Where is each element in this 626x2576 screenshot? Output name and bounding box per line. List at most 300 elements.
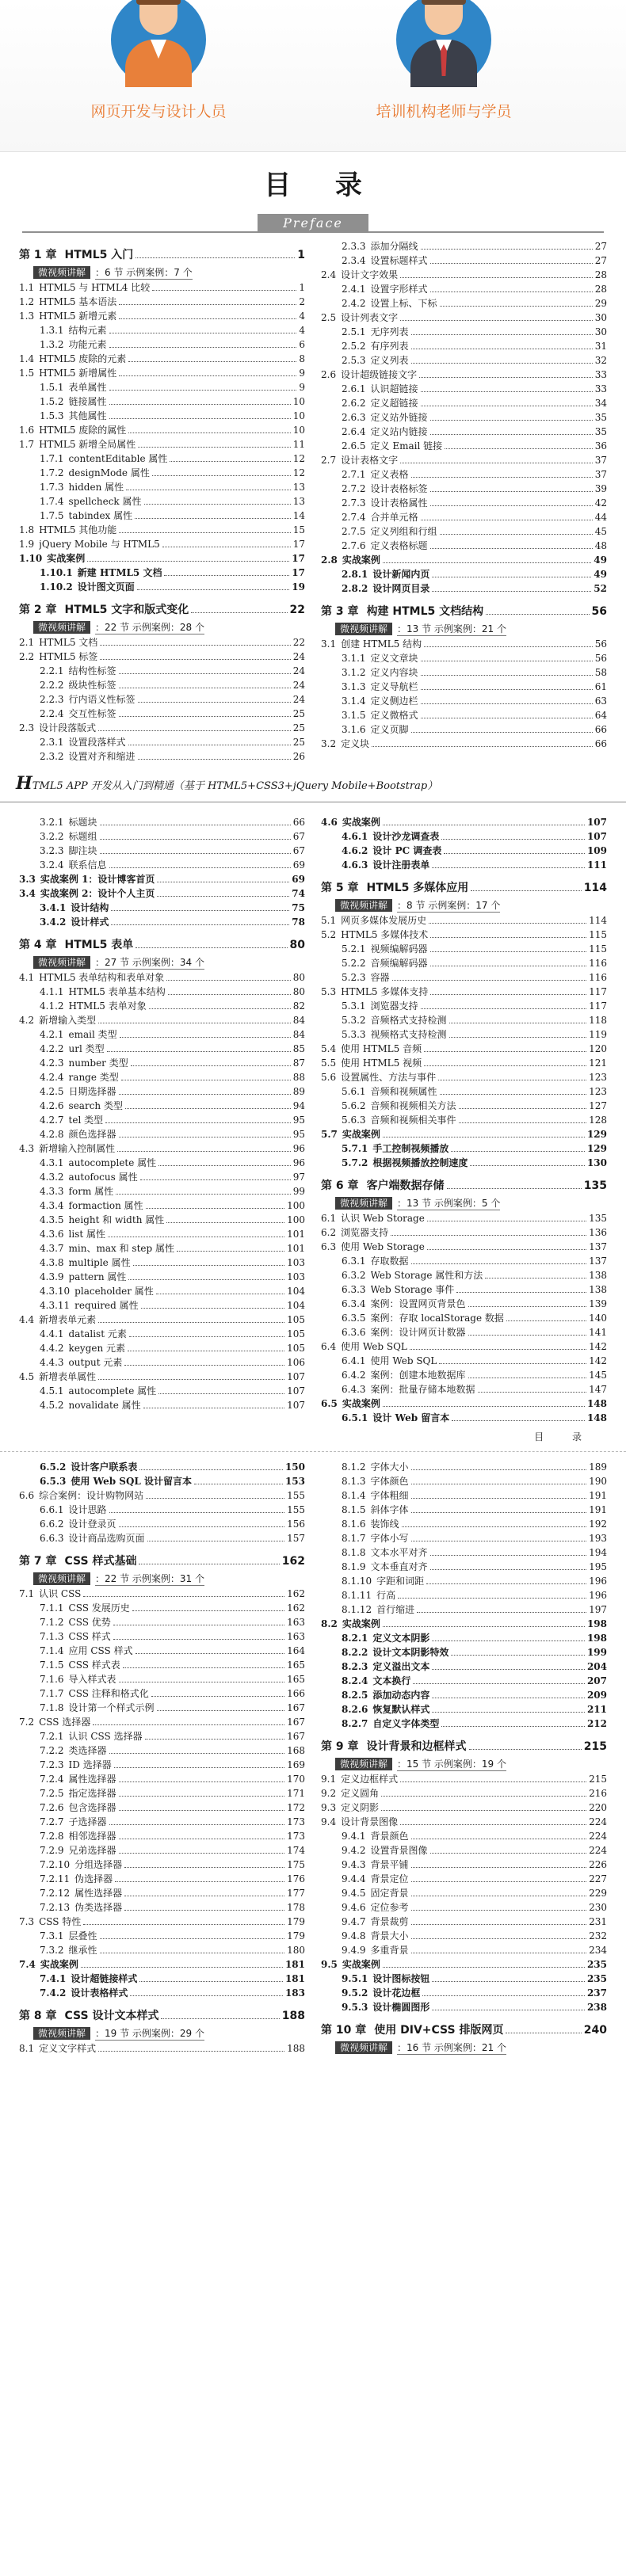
toc-subsection[interactable] (321, 665, 607, 680)
toc-section[interactable] (19, 280, 305, 295)
toc-chapter[interactable] (321, 1737, 607, 1756)
toc-title: 固定背景 (370, 1888, 409, 1899)
toc-page-number: 74 (292, 888, 305, 899)
toc-subsection[interactable] (321, 1113, 607, 1127)
toc-subsection[interactable] (19, 566, 305, 580)
toc-number: 5.2.1 (342, 943, 366, 955)
toc-subsection[interactable] (321, 1268, 607, 1282)
toc-section[interactable] (321, 268, 607, 282)
toc-subsection[interactable] (19, 901, 305, 915)
toc-page-number: 191 (589, 1504, 607, 1515)
toc-subsection[interactable] (19, 409, 305, 423)
toc-leader (128, 1279, 284, 1280)
toc-subsection[interactable] (321, 1411, 607, 1425)
toc-chapter[interactable] (19, 1552, 305, 1571)
toc-page-number: 107 (586, 817, 607, 828)
toc-subsection[interactable] (321, 1688, 607, 1702)
toc-subsection[interactable] (19, 985, 305, 999)
toc-subsection[interactable] (19, 509, 305, 523)
toc-section[interactable] (19, 1141, 305, 1156)
toc-subsection[interactable] (321, 296, 607, 311)
toc-subsection[interactable] (19, 1227, 305, 1241)
toc-title: 设计背景图像 (341, 1816, 399, 1827)
toc-subsection[interactable] (19, 1256, 305, 1270)
toc-subsection[interactable] (321, 1660, 607, 1674)
toc-section[interactable] (19, 1915, 305, 1929)
toc-section[interactable] (19, 872, 305, 886)
toc-subsection[interactable] (19, 692, 305, 707)
toc-subsection[interactable] (321, 1325, 607, 1339)
toc-subsection[interactable] (19, 1786, 305, 1801)
toc-subsection[interactable] (19, 749, 305, 764)
toc-column (11, 815, 313, 1425)
toc-subsection[interactable] (321, 1517, 607, 1531)
toc-section[interactable] (321, 815, 607, 829)
toc-title: keygen 元素 (68, 1343, 126, 1354)
toc-section[interactable] (321, 368, 607, 382)
toc-subsection[interactable] (321, 524, 607, 539)
toc-subsection[interactable] (321, 1099, 607, 1113)
toc-section[interactable] (321, 1397, 607, 1411)
toc-number: 8.2.4 (342, 1675, 368, 1686)
toc-title: 实战案例 (342, 817, 380, 828)
toc-section[interactable] (19, 650, 305, 664)
toc-page-number: 45 (594, 526, 607, 537)
toc-subsection[interactable] (19, 1801, 305, 1815)
toc-section[interactable] (321, 1056, 607, 1070)
toc-section[interactable] (321, 1957, 607, 1972)
toc-subsection[interactable] (321, 1702, 607, 1717)
toc-subsection[interactable] (321, 1141, 607, 1156)
toc-subsection[interactable] (321, 539, 607, 553)
toc-section[interactable] (321, 928, 607, 942)
toc-number: 7.4.1 (40, 1973, 67, 1984)
toc-subsection[interactable] (321, 396, 607, 410)
toc-leader (144, 504, 291, 505)
toc-chapter[interactable] (321, 2021, 607, 2040)
toc-subsection[interactable] (321, 1354, 607, 1368)
toc-subsection[interactable] (19, 1772, 305, 1786)
toc-page-number: 235 (586, 1973, 607, 1984)
toc-column (313, 1460, 615, 2056)
toc-subsection[interactable] (321, 2000, 607, 2014)
toc-section[interactable] (19, 551, 305, 566)
toc-leader (471, 890, 582, 891)
toc-number: 4.2.7 (40, 1115, 64, 1126)
toc-subsection[interactable] (321, 1282, 607, 1297)
toc-subsection[interactable] (321, 844, 607, 858)
toc-subsection[interactable] (321, 1588, 607, 1602)
toc-section[interactable] (19, 295, 305, 309)
toc-subsection[interactable] (321, 496, 607, 510)
toc-subsection[interactable] (321, 1900, 607, 1915)
toc-section[interactable] (321, 637, 607, 651)
toc-subsection[interactable] (19, 815, 305, 829)
toc-subsection[interactable] (19, 1460, 305, 1474)
toc-section[interactable] (19, 1488, 305, 1503)
toc-section[interactable] (19, 352, 305, 366)
toc-subsection[interactable] (321, 1886, 607, 1900)
toc-title: Web Storage 属性和方法 (370, 1270, 483, 1281)
video-badge: 微视频讲解 (335, 899, 392, 912)
toc-section[interactable] (19, 970, 305, 985)
toc-section[interactable] (321, 1801, 607, 1815)
toc-subsection[interactable] (321, 382, 607, 396)
toc-page-number: 237 (586, 1987, 607, 1999)
toc-subsection[interactable] (321, 956, 607, 970)
toc-subsection[interactable] (321, 467, 607, 482)
toc-subsection[interactable] (321, 510, 607, 524)
toc-chapter[interactable] (19, 246, 305, 265)
toc-title: 伪选择器 (74, 1873, 113, 1884)
toc-subsection[interactable] (19, 1474, 305, 1488)
toc-subsection[interactable] (321, 1013, 607, 1027)
toc-section[interactable] (19, 523, 305, 537)
toc-subsection[interactable] (321, 482, 607, 496)
toc-subsection[interactable] (19, 1872, 305, 1886)
toc-subsection[interactable] (321, 1986, 607, 2000)
toc-subsection[interactable] (321, 282, 607, 296)
toc-page-number: 169 (287, 1759, 305, 1770)
toc-title: 层叠性 (68, 1930, 97, 1942)
toc-subsection[interactable] (321, 1382, 607, 1397)
toc-section[interactable] (19, 1715, 305, 1729)
toc-section[interactable] (321, 1225, 607, 1240)
toc-subsection[interactable] (321, 1717, 607, 1731)
toc-subsection[interactable] (321, 942, 607, 956)
toc-section[interactable] (19, 537, 305, 551)
toc-section[interactable] (321, 1339, 607, 1354)
toc-subsection[interactable] (321, 1027, 607, 1042)
toc-subsection[interactable] (19, 466, 305, 480)
toc-subsection[interactable] (19, 1886, 305, 1900)
toc-subsection[interactable] (19, 380, 305, 394)
toc-leader (123, 1667, 284, 1668)
toc-subsection[interactable] (19, 1042, 305, 1056)
toc-subsection[interactable] (19, 1829, 305, 1843)
toc-number: 2.4.2 (342, 298, 366, 309)
toc-subsection[interactable] (19, 1729, 305, 1743)
toc-subsection[interactable] (19, 1644, 305, 1658)
toc-section[interactable] (19, 366, 305, 380)
toc-section[interactable] (321, 1070, 607, 1084)
toc-subsection[interactable] (321, 410, 607, 425)
toc-number: 7.1.3 (40, 1631, 64, 1642)
toc-subsection[interactable] (19, 1531, 305, 1545)
toc-section[interactable] (321, 1772, 607, 1786)
toc-leader (381, 1796, 586, 1797)
toc-leader (138, 702, 291, 703)
toc-subsection[interactable] (19, 323, 305, 337)
toc-number: 2.7.3 (342, 497, 366, 509)
toc-subsection[interactable] (321, 253, 607, 268)
toc-section[interactable] (19, 721, 305, 735)
toc-section[interactable] (321, 553, 607, 567)
toc-subsection[interactable] (19, 1517, 305, 1531)
toc-subsection[interactable] (19, 1986, 305, 2000)
toc-chapter[interactable] (321, 1176, 607, 1195)
toc-subsection[interactable] (321, 581, 607, 596)
toc-section[interactable] (19, 1957, 305, 1972)
toc-number: 3.1.6 (342, 724, 366, 735)
toc-subsection[interactable] (19, 1843, 305, 1858)
toc-page-number: 80 (292, 986, 305, 997)
toc-page-number: 24 (292, 651, 305, 662)
toc-subsection[interactable] (19, 1815, 305, 1829)
toc-subsection[interactable] (321, 680, 607, 694)
toc-subsection[interactable] (19, 1113, 305, 1127)
toc-subsection[interactable] (321, 1560, 607, 1574)
toc-title: 设置标题样式 (370, 255, 428, 266)
toc-subsection[interactable] (321, 1843, 607, 1858)
toc-page-number: 129 (586, 1129, 607, 1140)
toc-subsection[interactable] (19, 1027, 305, 1042)
toc-page-number: 115 (589, 929, 607, 940)
toc-subsection[interactable] (19, 1241, 305, 1256)
toc-subsection[interactable] (321, 858, 607, 872)
toc-subsection[interactable] (321, 1545, 607, 1560)
toc-subsection[interactable] (321, 708, 607, 722)
toc-title: 恢复默认样式 (372, 1704, 430, 1715)
toc-subsection[interactable] (321, 439, 607, 453)
toc-subsection[interactable] (19, 480, 305, 494)
toc-leader (432, 867, 585, 868)
toc-subsection[interactable] (19, 1298, 305, 1313)
toc-subsection[interactable] (321, 1674, 607, 1688)
toc-section[interactable] (19, 886, 305, 901)
toc-chapter[interactable] (321, 602, 607, 621)
toc-number: 5.6 (321, 1072, 337, 1083)
toc-subsection[interactable] (321, 1943, 607, 1957)
toc-subsection[interactable] (321, 1503, 607, 1517)
toc-subsection[interactable] (321, 339, 607, 353)
toc-subsection[interactable] (19, 1672, 305, 1686)
toc-subsection[interactable] (321, 1915, 607, 1929)
toc-subsection[interactable] (19, 1355, 305, 1370)
toc-section[interactable] (19, 437, 305, 452)
toc-subsection[interactable] (19, 1284, 305, 1298)
toc-section[interactable] (321, 311, 607, 325)
toc-page-number: 137 (589, 1241, 607, 1252)
toc-leader (119, 1094, 291, 1095)
toc-subsection[interactable] (321, 1488, 607, 1503)
toc-number: 2.1 (19, 637, 35, 648)
toc-section[interactable] (321, 1211, 607, 1225)
toc-number: 2.8 (321, 554, 338, 566)
toc-subsection[interactable] (19, 1629, 305, 1644)
toc-page-number: 36 (594, 440, 607, 452)
toc-section[interactable] (321, 1127, 607, 1141)
toc-section[interactable] (19, 635, 305, 650)
toc-subsection[interactable] (19, 1503, 305, 1517)
toc-subsection[interactable] (321, 1531, 607, 1545)
toc-number: 5.2.2 (342, 958, 366, 969)
toc-section[interactable] (19, 423, 305, 437)
toc-subsection[interactable] (19, 1658, 305, 1672)
toc-leader (411, 477, 593, 478)
toc-section[interactable] (321, 1786, 607, 1801)
toc-section[interactable] (321, 1240, 607, 1254)
toc-subsection[interactable] (321, 999, 607, 1013)
toc-leader (440, 534, 593, 535)
toc-subsection[interactable] (19, 1858, 305, 1872)
toc-number: 1.7.3 (40, 482, 64, 493)
toc-subsection[interactable] (19, 1198, 305, 1213)
toc-subsection[interactable] (19, 1156, 305, 1170)
toc-page-number: 107 (287, 1385, 305, 1397)
toc-subsection[interactable] (19, 1943, 305, 1957)
toc-number: 2.3 (19, 722, 35, 734)
toc-title: 设置属性、方法与事件 (341, 1072, 437, 1083)
toc-subsection[interactable] (19, 1615, 305, 1629)
toc-subsection[interactable] (321, 325, 607, 339)
toc-chapter[interactable] (19, 936, 305, 955)
toc-subsection[interactable] (321, 1602, 607, 1617)
toc-subsection[interactable] (321, 567, 607, 581)
toc-section[interactable] (321, 913, 607, 928)
toc-number: 1.7 (19, 439, 35, 450)
toc-subsection[interactable] (19, 1686, 305, 1701)
toc-subsection[interactable] (19, 1743, 305, 1758)
toc-subsection[interactable] (321, 1972, 607, 1986)
toc-subsection[interactable] (19, 1972, 305, 1986)
toc-number: 1.2 (19, 296, 35, 307)
toc-subsection[interactable] (19, 1170, 305, 1184)
toc-subsection[interactable] (321, 353, 607, 368)
toc-subsection[interactable] (321, 1858, 607, 1872)
toc-number: 7.2.1 (40, 1731, 64, 1742)
toc-chapter[interactable] (19, 600, 305, 619)
toc-section[interactable] (321, 453, 607, 467)
toc-subsection[interactable] (321, 1368, 607, 1382)
toc-subsection[interactable] (321, 1829, 607, 1843)
toc-subsection[interactable] (321, 1929, 607, 1943)
toc-leader (137, 589, 290, 590)
toc-subsection[interactable] (19, 1384, 305, 1398)
toc-subsection[interactable] (19, 1900, 305, 1915)
toc-number: 2.7.4 (342, 512, 366, 523)
toc-number: 1.5.2 (40, 396, 64, 407)
toc-column (11, 239, 313, 764)
toc-subsection[interactable] (321, 1311, 607, 1325)
toc-subsection[interactable] (19, 664, 305, 678)
toc-section[interactable] (19, 309, 305, 323)
toc-page-number: 78 (292, 916, 305, 928)
toc-page-number: 56 (591, 605, 607, 618)
toc-page-number: 117 (589, 986, 607, 997)
toc-subsection[interactable] (19, 1341, 305, 1355)
toc-section[interactable] (321, 737, 607, 751)
toc-section[interactable] (321, 1042, 607, 1056)
toc-subsection[interactable] (19, 1398, 305, 1412)
toc-subsection[interactable] (321, 1645, 607, 1660)
toc-subsection[interactable] (19, 1758, 305, 1772)
toc-title: 认识 CSS (39, 1588, 82, 1599)
toc-subsection[interactable] (19, 494, 305, 509)
toc-subsection[interactable] (321, 1574, 607, 1588)
toc-subsection[interactable] (19, 1070, 305, 1084)
toc-leader (430, 937, 586, 938)
toc-subsection[interactable] (19, 735, 305, 749)
toc-subsection[interactable] (321, 239, 607, 253)
toc-subsection[interactable] (19, 1327, 305, 1341)
toc-section[interactable] (19, 1313, 305, 1327)
toc-subsection[interactable] (19, 844, 305, 858)
toc-subsection[interactable] (19, 1929, 305, 1943)
toc-section[interactable] (321, 1815, 607, 1829)
toc-subsection[interactable] (321, 1254, 607, 1268)
toc-subsection[interactable] (321, 1156, 607, 1170)
toc-subsection[interactable] (19, 858, 305, 872)
toc-subsection[interactable] (321, 425, 607, 439)
toc-subsection[interactable] (19, 1270, 305, 1284)
toc-subsection[interactable] (321, 1297, 607, 1311)
toc-page-number: 172 (287, 1802, 305, 1813)
toc-subsection[interactable] (19, 1099, 305, 1113)
toc-number: 4.5.1 (40, 1385, 64, 1397)
toc-subsection[interactable] (19, 999, 305, 1013)
toc-section[interactable] (19, 1013, 305, 1027)
toc-title: 斜体字体 (370, 1504, 409, 1515)
toc-section[interactable] (19, 1370, 305, 1384)
toc-subsection[interactable] (321, 829, 607, 844)
toc-subsection[interactable] (19, 394, 305, 409)
toc-subsection[interactable] (19, 1601, 305, 1615)
toc-subsection[interactable] (19, 1127, 305, 1141)
toc-subsection[interactable] (19, 829, 305, 844)
toc-subsection[interactable] (19, 678, 305, 692)
toc-title: 脚注块 (68, 845, 97, 856)
toc-subsection[interactable] (19, 580, 305, 594)
toc-title: 添加动态内容 (372, 1690, 430, 1701)
toc-subsection[interactable] (19, 707, 305, 721)
toc-title: 文本水平对齐 (370, 1547, 428, 1558)
toc-subsection[interactable] (19, 1701, 305, 1715)
toc-subsection[interactable] (19, 1184, 305, 1198)
toc-subsection[interactable] (19, 337, 305, 352)
toc-subsection[interactable] (19, 1084, 305, 1099)
toc-subsection[interactable] (19, 1056, 305, 1070)
toc-chapter[interactable] (19, 2006, 305, 2025)
toc-title: 新增表单属性 (39, 1371, 97, 1382)
toc-subsection[interactable] (321, 1084, 607, 1099)
toc-subsection[interactable] (321, 1631, 607, 1645)
toc-leader (83, 1924, 284, 1925)
toc-subsection[interactable] (19, 915, 305, 929)
toc-section[interactable] (19, 2041, 305, 2056)
toc-subsection[interactable] (321, 1872, 607, 1886)
toc-subsection[interactable] (321, 722, 607, 737)
toc-subsection[interactable] (321, 970, 607, 985)
toc-title: 自定义字体类型 (372, 1718, 440, 1729)
toc-section[interactable] (19, 1587, 305, 1601)
toc-section[interactable] (321, 1617, 607, 1631)
toc-leader (402, 1526, 587, 1527)
toc-leader (170, 461, 290, 462)
toc-section[interactable] (321, 985, 607, 999)
toc-subsection[interactable] (321, 694, 607, 708)
toc-subsection[interactable] (321, 651, 607, 665)
toc-subsection[interactable] (321, 1474, 607, 1488)
toc-page-number: 67 (292, 831, 305, 842)
toc-subsection[interactable] (321, 1460, 607, 1474)
toc-chapter[interactable] (321, 878, 607, 897)
toc-subsection[interactable] (19, 1213, 305, 1227)
toc-subsection[interactable] (19, 452, 305, 466)
toc-number: 第 8 章 (19, 2010, 57, 2022)
toc-number: 7.2.4 (40, 1774, 64, 1785)
toc-page-number: 240 (583, 2024, 607, 2037)
